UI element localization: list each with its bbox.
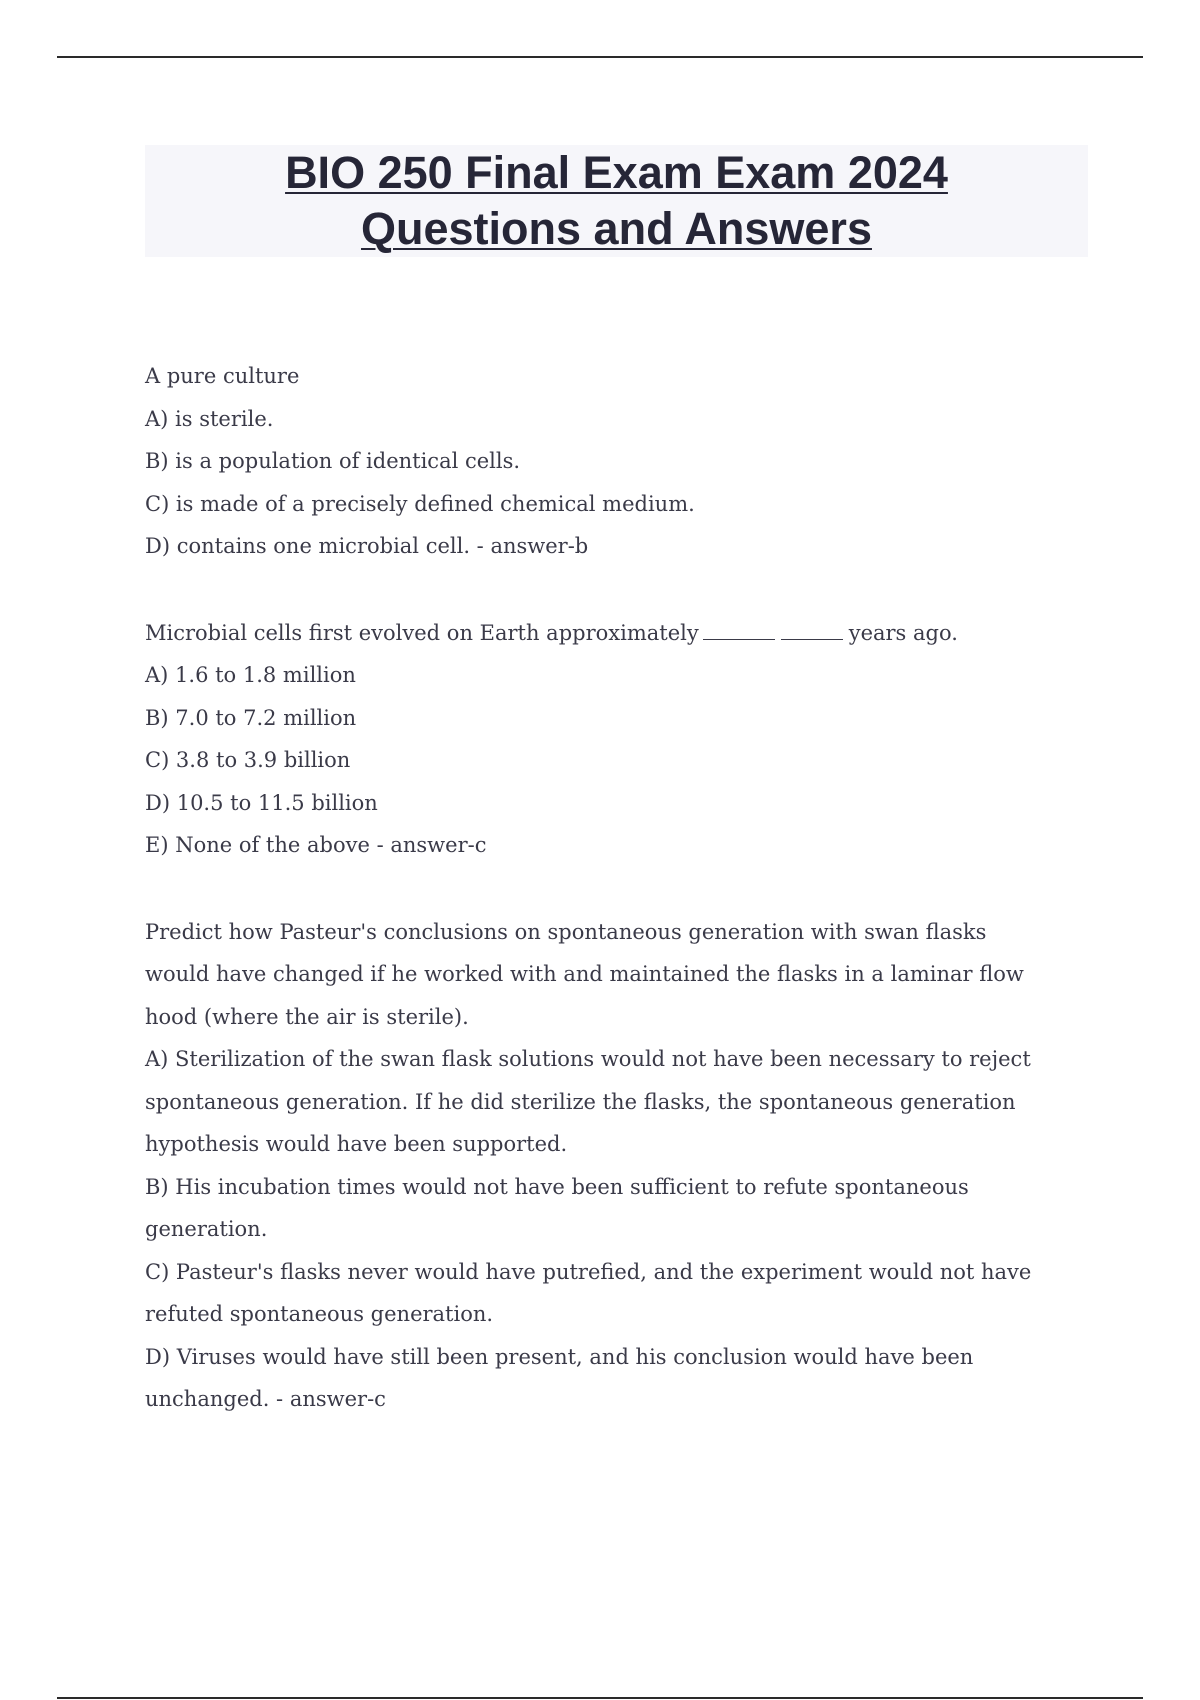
question-stem-start: Microbial cells first evolved on Earth approximately	[145, 620, 699, 645]
title-line-2: Questions and Answers	[361, 203, 872, 254]
title-banner	[145, 145, 1088, 257]
answer-option-line: generation.	[145, 1217, 268, 1241]
answer-option: A) is sterile.	[145, 406, 274, 431]
question-1	[145, 355, 1045, 568]
answer-option-line: D) Viruses would have still been present, and his conclusion would have been	[145, 1344, 974, 1369]
answer-option-line: B) His incubation times would not have been sufficient to refute spontaneous	[145, 1174, 969, 1199]
answer-option-line: unchanged. - answer-c	[145, 1387, 386, 1411]
answer-option: B) is a population of identical cells.	[145, 449, 521, 473]
answer-option: C) is made of a precisely defined chemical medium.	[145, 491, 695, 516]
fill-in-blank	[781, 617, 843, 640]
title-line-1: BIO 250 Final Exam Exam 2024	[285, 147, 948, 198]
question-3	[145, 911, 1045, 1421]
question-stem-line: hood (where the air is sterile).	[145, 1004, 469, 1029]
question-list	[145, 355, 1045, 1465]
top-rule	[57, 56, 1143, 58]
answer-option-line: hypothesis would have been supported.	[145, 1132, 568, 1156]
question-stem-line: would have changed if he worked with and maintained the flasks in a laminar flow	[145, 962, 1024, 986]
answer-option: D) 10.5 to 11.5 billion	[145, 790, 378, 815]
question-stem	[145, 612, 1045, 655]
answer-option-line: refuted spontaneous generation.	[145, 1302, 494, 1326]
answer-option: A) 1.6 to 1.8 million	[145, 663, 356, 687]
question-stem: A pure culture	[145, 364, 300, 388]
bottom-rule	[57, 1697, 1143, 1699]
answer-option: D) contains one microbial cell. - answer-b	[145, 534, 589, 558]
question-stem-end: years ago.	[848, 620, 958, 645]
answer-option-line: A) Sterilization of the swan flask solutions would not have been necessary to reject	[145, 1047, 1031, 1071]
answer-option: B) 7.0 to 7.2 million	[145, 705, 357, 730]
question-2	[145, 612, 1045, 867]
answer-option: C) 3.8 to 3.9 billion	[145, 748, 351, 772]
answer-option-line: C) Pasteur's flasks never would have putrefied, and the experiment would not have	[145, 1259, 1032, 1284]
answer-option-line: spontaneous generation. If he did sterilize the flasks, the spontaneous generation	[145, 1089, 1016, 1114]
question-stem-line: Predict how Pasteur's conclusions on spontaneous generation with swan flasks	[145, 919, 987, 944]
page-title	[285, 145, 948, 257]
answer-option: E) None of the above - answer-c	[145, 833, 487, 857]
fill-in-blank	[703, 617, 775, 640]
